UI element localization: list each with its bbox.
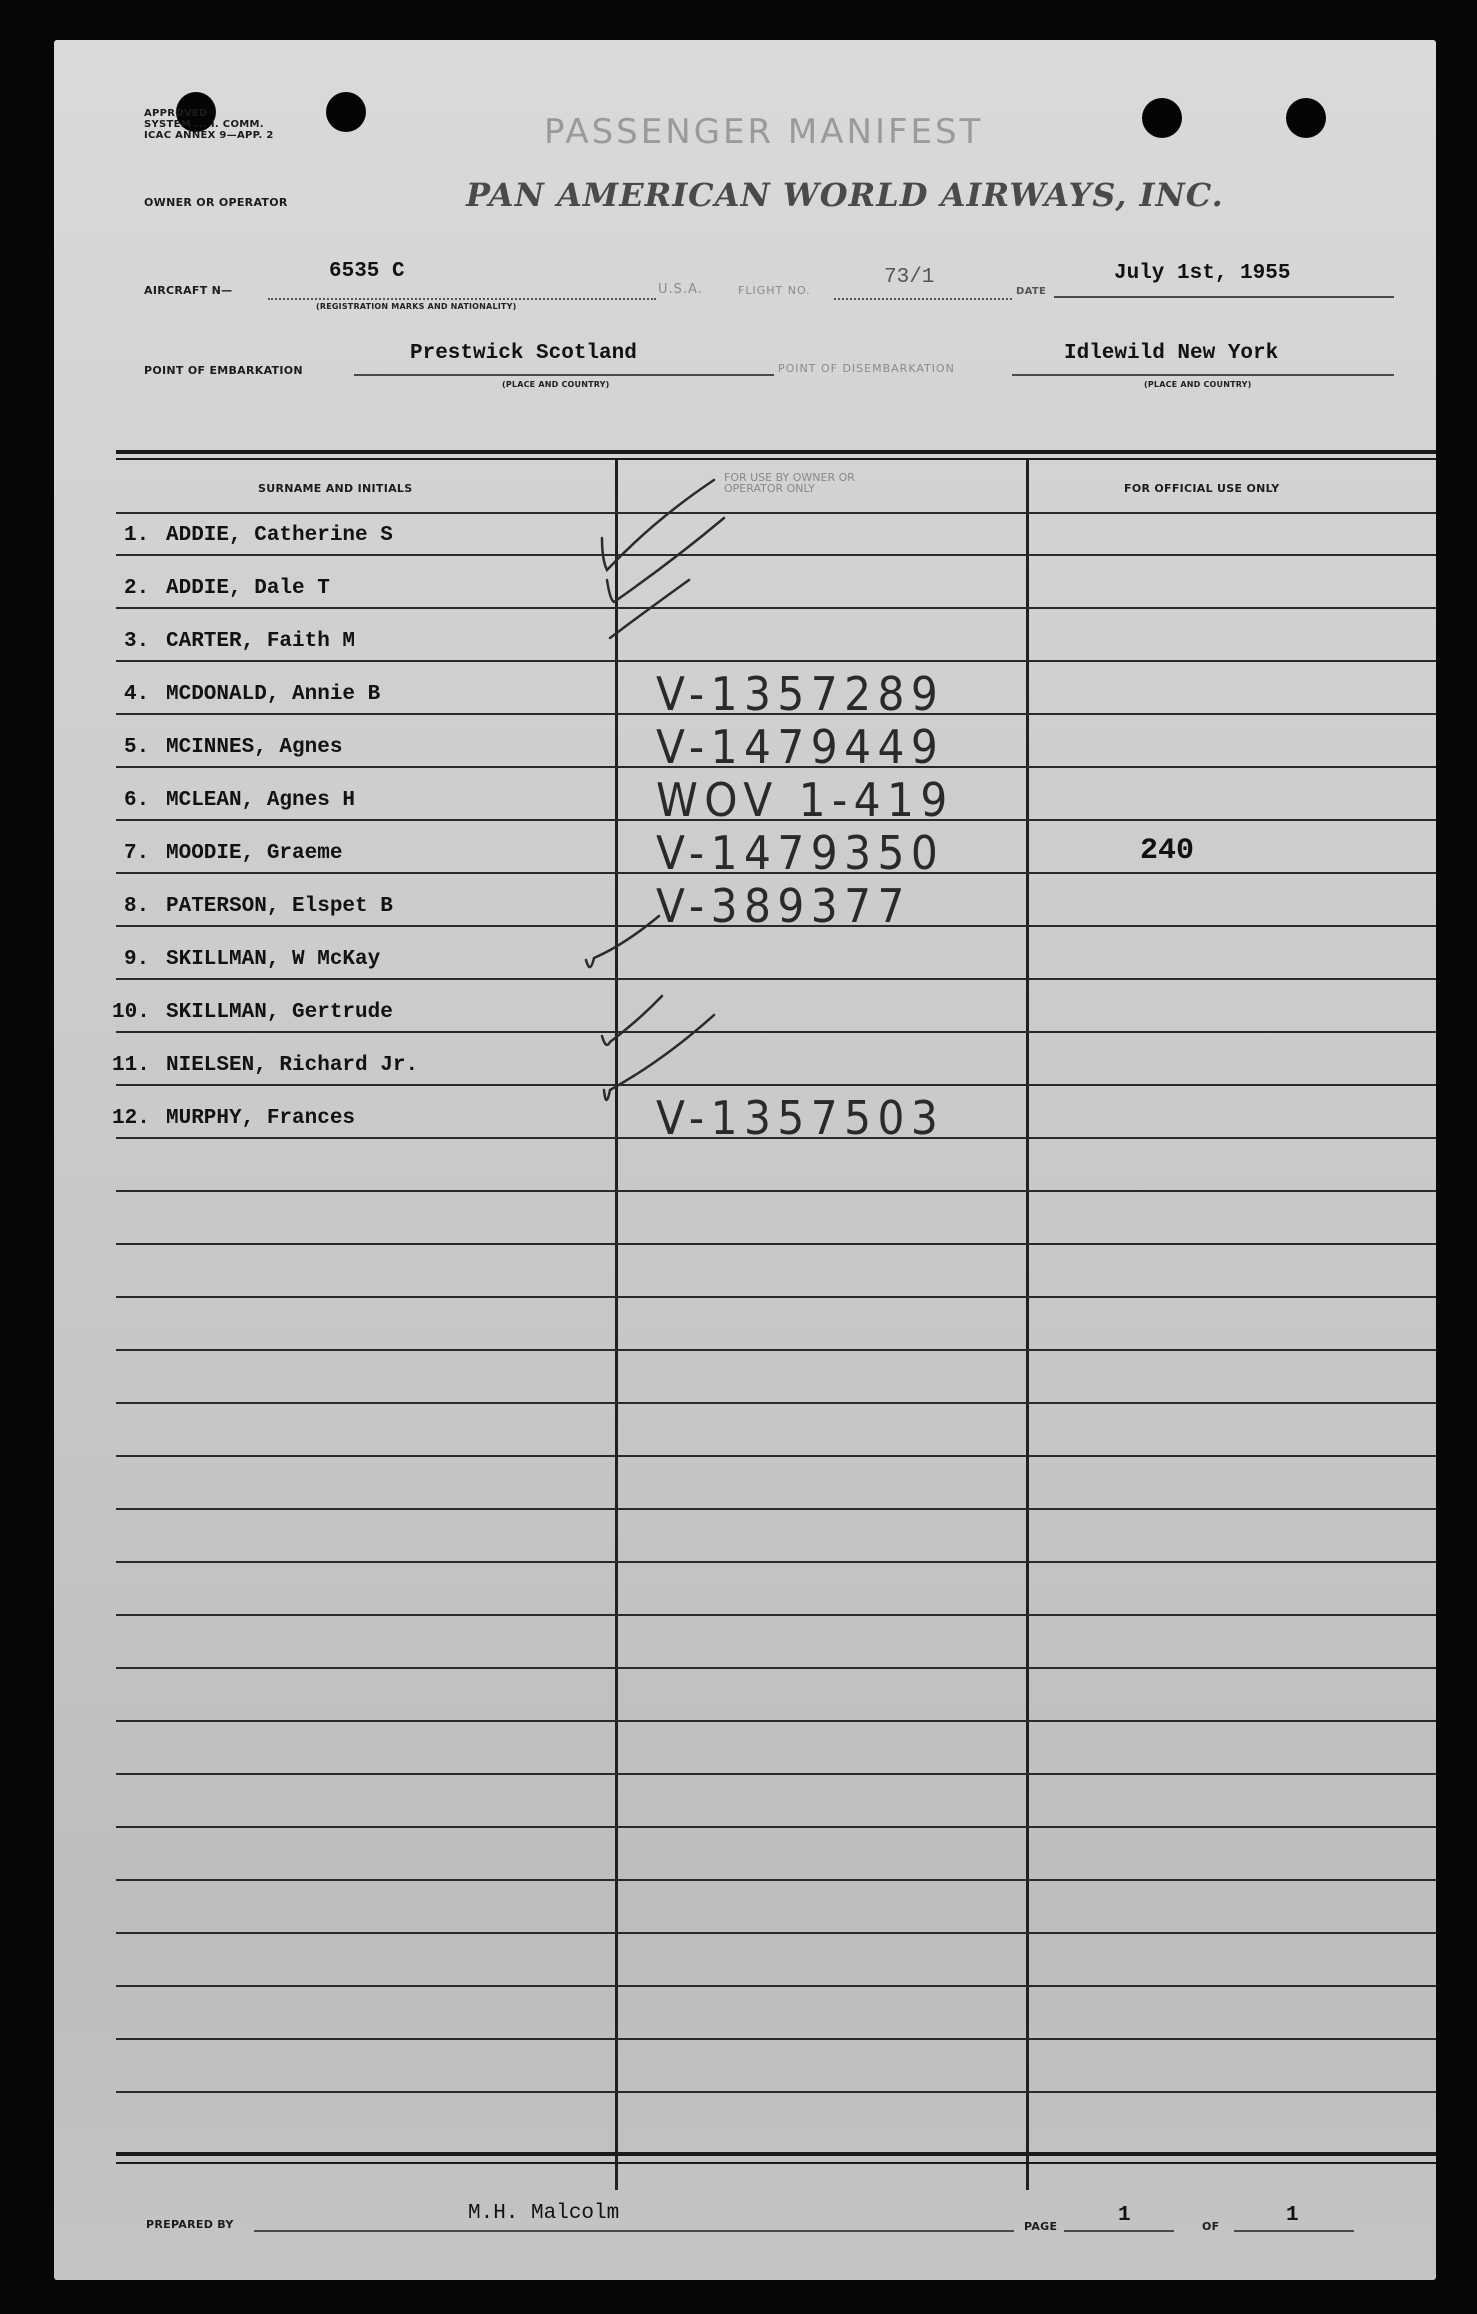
visa-number-handwritten: V-389377 [656, 879, 911, 933]
row-number: 3. [124, 630, 150, 653]
visa-number-handwritten: V-1357503 [656, 1091, 945, 1145]
aircraft-value: 6535 C [329, 260, 405, 283]
flight-value: 73/1 [884, 266, 935, 289]
passenger-name: SKILLMAN, W McKay [166, 948, 381, 971]
passenger-name: MOODIE, Graeme [166, 842, 343, 865]
approval-line: SYSTEM ... I. COMM. [144, 119, 264, 130]
page-underline [1064, 2230, 1174, 2232]
row-number: 5. [124, 736, 150, 759]
passenger-name: ADDIE, Dale T [166, 577, 330, 600]
passenger-name: PATERSON, Elspet B [166, 895, 393, 918]
prepared-underline [254, 2230, 1014, 2232]
passenger-name: NIELSEN, Richard Jr. [166, 1054, 419, 1077]
usa-label: U.S.A. [658, 282, 703, 297]
manifest-sheet [54, 40, 1436, 2280]
disembarkation-caption: (PLACE AND COUNTRY) [1144, 380, 1252, 389]
check-mark-icon [602, 996, 662, 1045]
visa-number-handwritten: V-1357289 [656, 667, 945, 721]
approval-line: ICAC ANNEX 9—APP. 2 [144, 130, 274, 141]
date-value: July 1st, 1955 [1114, 262, 1291, 285]
passenger-name: ADDIE, Catherine S [166, 524, 393, 547]
embarkation-caption: (PLACE AND COUNTRY) [502, 380, 610, 389]
visa-number-handwritten: V-1479449 [656, 720, 945, 774]
of-label: OF [1202, 2220, 1220, 2233]
check-marks-layer [54, 40, 1436, 2280]
date-label: DATE [1016, 286, 1047, 297]
passenger-name: MCINNES, Agnes [166, 736, 343, 759]
embarkation-label: POINT OF EMBARKATION [144, 364, 303, 377]
passenger-name: MCLEAN, Agnes H [166, 789, 356, 812]
passenger-name: SKILLMAN, Gertrude [166, 1001, 393, 1024]
passenger-name: CARTER, Faith M [166, 630, 356, 653]
row-number: 9. [124, 948, 150, 971]
page-label: PAGE [1024, 2220, 1058, 2233]
check-mark-icon [602, 480, 714, 570]
prepared-value: M.H. Malcolm [468, 2202, 620, 2225]
row-number: 1. [124, 524, 150, 547]
prepared-label: PREPARED BY [146, 2218, 234, 2231]
owner-label: OWNER OR OPERATOR [144, 196, 288, 209]
of-value: 1 [1286, 2204, 1299, 2227]
row-number: 12. [112, 1107, 150, 1130]
row-number: 11. [112, 1054, 150, 1077]
row-number: 4. [124, 683, 150, 706]
row-number: 8. [124, 895, 150, 918]
disembarkation-value: Idlewild New York [1064, 342, 1279, 365]
col-header-surname: SURNAME AND INITIALS [258, 482, 413, 495]
check-mark-icon [604, 1015, 714, 1100]
disembarkation-label: POINT OF DISEMBARKATION [778, 362, 955, 375]
page-value: 1 [1118, 2204, 1131, 2227]
table-bottom-rule [116, 2162, 1436, 2164]
approval-line: APPROVED [144, 108, 208, 119]
owner-value: PAN AMERICAN WORLD AIRWAYS, INC. [466, 176, 1224, 214]
passenger-name: MCDONALD, Annie B [166, 683, 381, 706]
passenger-name: MURPHY, Frances [166, 1107, 356, 1130]
check-mark-icon [610, 580, 689, 638]
row-number: 10. [112, 1001, 150, 1024]
check-mark-icon [586, 916, 659, 967]
row-number: 2. [124, 577, 150, 600]
form-title: PASSENGER MANIFEST [544, 112, 984, 152]
flight-label: FLIGHT NO. [738, 284, 811, 297]
registration-caption: (REGISTRATION MARKS AND NATIONALITY) [316, 302, 517, 311]
col-header-official: FOR OFFICIAL USE ONLY [1124, 482, 1280, 495]
visa-number-handwritten: WOV 1-419 [656, 773, 954, 827]
of-underline [1234, 2230, 1354, 2232]
col-header-owner: FOR USE BY OWNER OR OPERATOR ONLY [724, 471, 855, 495]
check-mark-icon [607, 518, 724, 602]
row-number: 6. [124, 789, 150, 812]
official-use-value: 240 [1140, 834, 1195, 868]
aircraft-label: AIRCRAFT N— [144, 284, 233, 297]
embarkation-value: Prestwick Scotland [410, 342, 637, 365]
row-number: 7. [124, 842, 150, 865]
visa-number-handwritten: V-1479350 [656, 826, 945, 880]
table-bottom-rule [116, 2152, 1436, 2156]
